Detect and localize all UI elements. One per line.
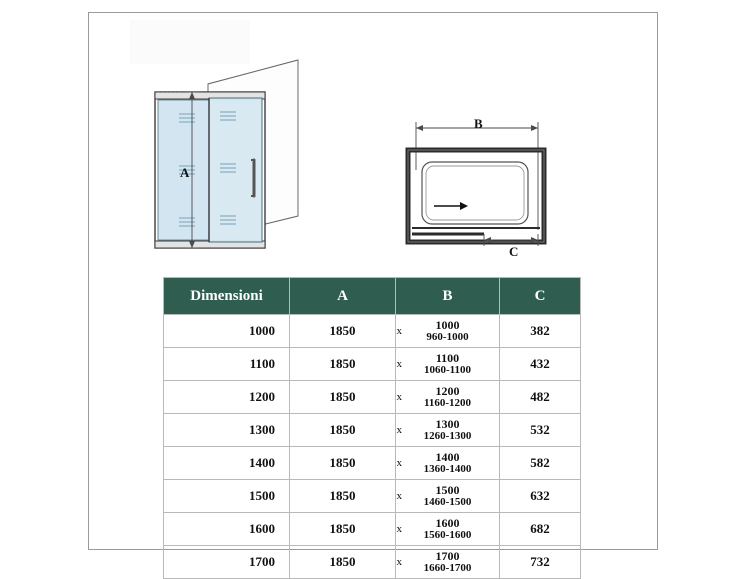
multiply-symbol: x — [396, 325, 402, 337]
cell-a — [290, 513, 402, 546]
header-a: A — [290, 278, 396, 315]
multiply-symbol: x — [396, 391, 402, 403]
cell-b-main: 1400 — [435, 449, 460, 464]
cell-b-range: 1360-1400 — [423, 462, 472, 475]
cell-c: 582 — [500, 447, 581, 480]
cell-dimensione: 1700 — [164, 546, 290, 579]
multiply-symbol: x — [396, 457, 402, 469]
dimensions-table-wrapper — [163, 277, 576, 579]
cell-a — [290, 447, 402, 480]
cell-b-range: 1560-1600 — [423, 528, 472, 541]
table-row — [164, 381, 581, 414]
cell-b — [396, 546, 500, 579]
cell-a-value: 1850 — [329, 554, 356, 569]
cell-b — [396, 381, 500, 414]
cell-b-main: 1000 — [435, 317, 460, 332]
cell-b — [396, 348, 500, 381]
cell-a-value: 1850 — [329, 488, 356, 503]
cell-a-value: 1850 — [329, 521, 356, 536]
dimension-label-b: B — [474, 116, 483, 131]
cell-a-value: 1850 — [329, 356, 356, 371]
cell-b — [396, 447, 500, 480]
cell-dimensione: 1400 — [164, 447, 290, 480]
cell-b — [396, 414, 500, 447]
dimension-label-c: C — [509, 244, 519, 259]
table-row — [164, 414, 581, 447]
cell-a-value: 1850 — [329, 422, 356, 437]
cell-c: 732 — [500, 546, 581, 579]
multiply-symbol: x — [396, 556, 402, 568]
cell-b-main: 1500 — [435, 482, 460, 497]
header-b: B — [396, 278, 500, 315]
table-row — [164, 546, 581, 579]
header-c: C — [500, 278, 581, 315]
cell-b-main: 1100 — [435, 350, 460, 365]
multiply-symbol: x — [396, 358, 402, 370]
cell-b-main: 1600 — [435, 515, 460, 530]
cell-c: 482 — [500, 381, 581, 414]
cell-b-range: 1660-1700 — [423, 561, 472, 574]
cell-c: 532 — [500, 414, 581, 447]
multiply-symbol: x — [396, 490, 402, 502]
table-row — [164, 447, 581, 480]
cell-b-range: 1260-1300 — [423, 429, 472, 442]
cell-a-value: 1850 — [329, 455, 356, 470]
table-row — [164, 480, 581, 513]
cell-b-main: 1700 — [435, 548, 460, 563]
cell-a-value: 1850 — [329, 389, 356, 404]
cell-b — [396, 513, 500, 546]
cell-dimensione: 1100 — [164, 348, 290, 381]
cell-b-main: 1200 — [435, 383, 460, 398]
cell-b — [396, 480, 500, 513]
cell-b-range: 960-1000 — [426, 330, 469, 343]
cell-a-value: 1850 — [329, 323, 356, 338]
cell-dimensione: 1500 — [164, 480, 290, 513]
cell-c: 682 — [500, 513, 581, 546]
cell-b-main: 1300 — [435, 416, 460, 431]
cell-a — [290, 348, 402, 381]
cell-c: 382 — [500, 315, 581, 348]
table-body — [164, 315, 581, 579]
cell-dimensione: 1000 — [164, 315, 290, 348]
table-row — [164, 315, 581, 348]
dimension-label-a: A — [180, 165, 190, 180]
table-row — [164, 348, 581, 381]
cell-a — [290, 315, 402, 348]
cell-a — [290, 414, 402, 447]
cell-dimensione: 1200 — [164, 381, 290, 414]
cell-dimensione: 1600 — [164, 513, 290, 546]
cell-c: 432 — [500, 348, 581, 381]
multiply-symbol: x — [396, 424, 402, 436]
cell-b-range: 1460-1500 — [423, 495, 472, 508]
cell-a — [290, 546, 402, 579]
shower-enclosure-perspective-drawing — [150, 48, 370, 263]
header-dimensioni: Dimensioni — [164, 278, 290, 315]
cell-b — [396, 315, 500, 348]
cell-a — [290, 381, 402, 414]
cell-b-range: 1160-1200 — [423, 396, 472, 409]
cell-a — [290, 480, 402, 513]
table-row — [164, 513, 581, 546]
multiply-symbol: x — [396, 523, 402, 535]
dimensions-table — [163, 277, 581, 579]
cell-b-range: 1060-1100 — [423, 363, 472, 376]
cell-c: 632 — [500, 480, 581, 513]
table-header-row — [164, 278, 581, 315]
cell-dimensione: 1300 — [164, 414, 290, 447]
